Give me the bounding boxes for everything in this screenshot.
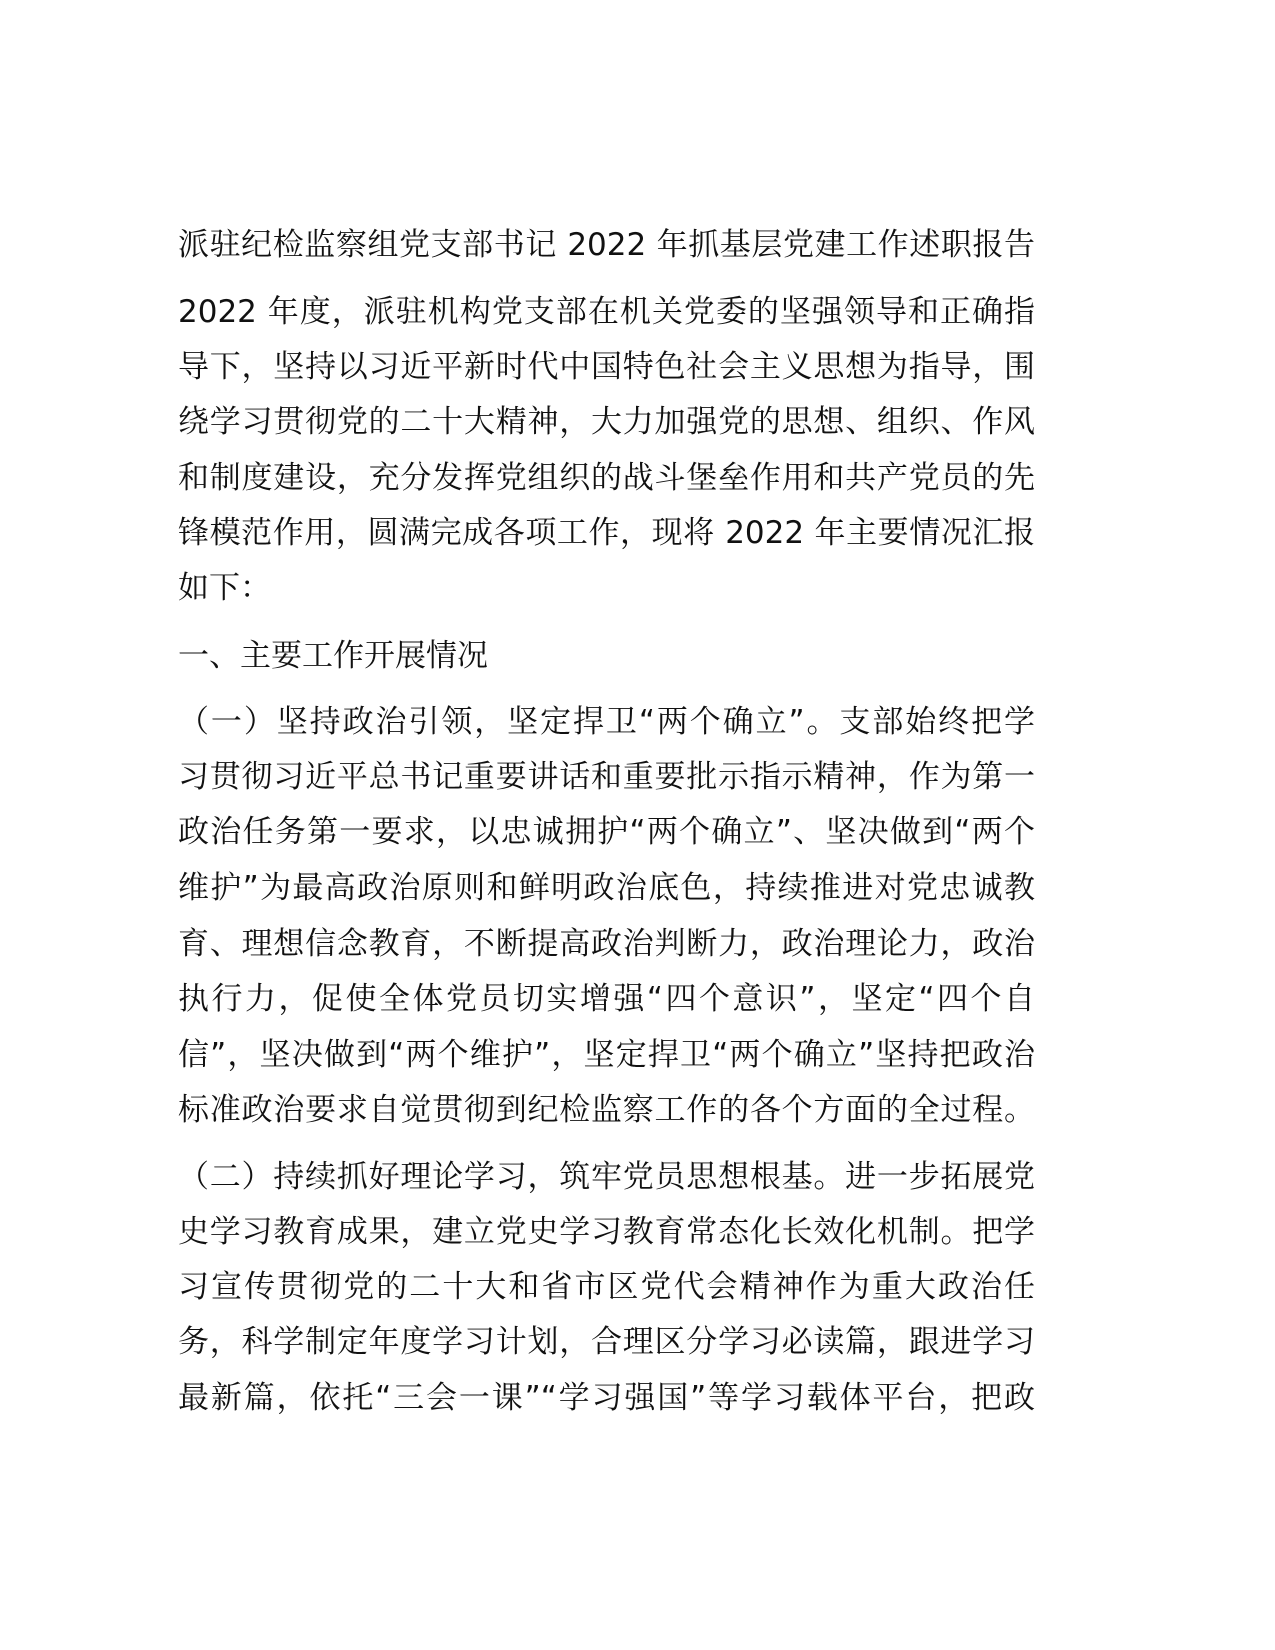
text-line: 习贯彻习近平总书记重要讲话和重要批示指示精神，作为第一 <box>178 759 1035 795</box>
text-line: 执行力，促使全体党员切实增强“四个意识”，坚定“四个自 <box>178 981 1035 1017</box>
text-line: （一）坚持政治引领，坚定捍卫“两个确立”。支部始终把学 <box>178 704 1035 740</box>
text-line: 习宣传贯彻党的二十大和省市区党代会精神作为重大政治任 <box>178 1269 1035 1305</box>
text-line: 标准政治要求自觉贯彻到纪检监察工作的各个方面的全过程。 <box>178 1092 1035 1128</box>
text-line: （二）持续抓好理论学习，筑牢党员思想根基。进一步拓展党 <box>178 1159 1035 1195</box>
text-line: 绕学习贯彻党的二十大精神，大力加强党的思想、组织、作风 <box>178 404 1035 440</box>
document-title: 派驻纪检监察组党支部书记 2022 年抓基层党建工作述职报告 <box>178 227 1035 263</box>
text-line: 政治任务第一要求，以忠诚拥护“两个确立”、坚决做到“两个 <box>178 814 1035 850</box>
section-heading: 一、主要工作开展情况 <box>178 638 488 674</box>
text-line: 导下，坚持以习近平新时代中国特色社会主义思想为指导，围 <box>178 349 1035 385</box>
text-line: 务，科学制定年度学习计划，合理区分学习必读篇，跟进学习 <box>178 1324 1035 1360</box>
text-line: 2022 年度，派驻机构党支部在机关党委的坚强领导和正确指 <box>178 294 1035 330</box>
text-line: 育、理想信念教育，不断提高政治判断力，政治理论力，政治 <box>178 926 1035 962</box>
text-line: 最新篇，依托“三会一课”“学习强国”等学习载体平台，把政 <box>178 1380 1035 1416</box>
text-line: 史学习教育成果，建立党史学习教育常态化长效化机制。把学 <box>178 1214 1035 1250</box>
text-line: 锋模范作用，圆满完成各项工作，现将 2022 年主要情况汇报 <box>178 515 1035 551</box>
text-line: 维护”为最高政治原则和鲜明政治底色，持续推进对党忠诚教 <box>178 870 1035 906</box>
text-line: 信”，坚决做到“两个维护”，坚定捍卫“两个确立”坚持把政治 <box>178 1037 1035 1073</box>
text-line: 如下： <box>178 570 271 606</box>
text-line: 和制度建设，充分发挥党组织的战斗堡垒作用和共产党员的先 <box>178 460 1035 496</box>
